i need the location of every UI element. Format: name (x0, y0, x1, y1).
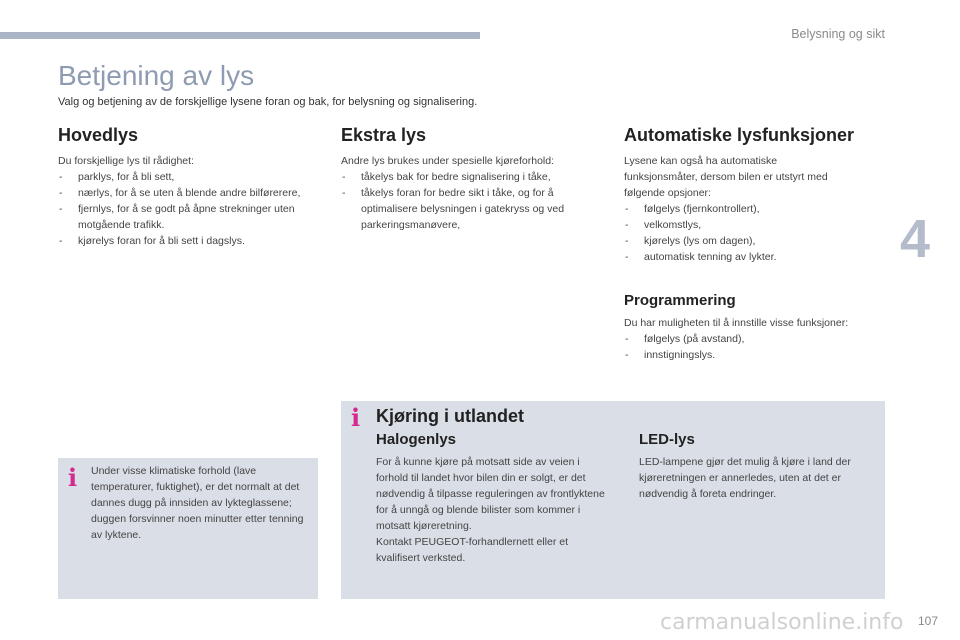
ekstra-lys-list (341, 169, 599, 233)
list-item: - innstigningslys. (624, 347, 849, 363)
automatiske-intro: Lysene kan også ha automatiske funksjonsmåter, dersom bilen er utstyrt med følgende opsjoner: (624, 155, 828, 199)
list-item: - nærlys, for å se uten å blende andre bilførerere, (58, 185, 308, 201)
led-text: LED-lampene gjør det mulig å kjøre i land der kjøreretningen er annerledes, uten at det er nødvendig å foreta endringer. (639, 456, 851, 500)
ekstra-lys-intro: Andre lys brukes under spesielle kjøreforhold: (341, 155, 555, 167)
halogen-text: For å kunne kjøre på motsatt side av veien i forhold til landet hvor bilen din er solgt, er det nødvendig å tilpasse reguleringen av frontlyktene for å unngå og blende bilister som kommer i motsatt kjøreretning. (376, 456, 605, 532)
list-item: - tåkelys foran for bedre sikt i tåke, og for å optimalisere belysningen i gatekryss og ved parkeringsmanøvere, (341, 185, 599, 233)
list-item: - automatisk tenning av lykter. (624, 249, 849, 265)
programmering-intro: Du har muligheten til å innstille visse funksjoner: (624, 317, 849, 329)
ekstra-lys-body (341, 153, 599, 233)
automatiske-heading: Automatiske lysfunksjoner (624, 125, 855, 145)
list-item: - følgelys (på avstand), (624, 331, 849, 347)
programmering-body (624, 315, 849, 363)
automatiske-list (624, 201, 849, 265)
list-item: - tåkelys bak for bedre signalisering i tåke, (341, 169, 599, 185)
info-icon: i (68, 463, 78, 492)
chapter-number: 4 (900, 209, 931, 269)
hovedlys-heading: Hovedlys (58, 125, 139, 145)
halogen-contact-text: Kontakt PEUGEOT-forhandlernett eller et kvalifisert verksted. (376, 536, 569, 564)
page-title: Betjening av lys (58, 60, 255, 91)
halogen-body (376, 454, 611, 566)
programmering-list (624, 331, 849, 363)
automatiske-body (624, 153, 849, 265)
programmering-heading: Programmering (624, 292, 736, 309)
page-number: 107 (918, 614, 939, 628)
list-item: - parklys, for å bli sett, (58, 169, 308, 185)
list-item: - følgelys (fjernkontrollert), (624, 201, 849, 217)
hovedlys-intro: Du forskjellige lys til rådighet: (58, 155, 194, 167)
driving-abroad-heading: Kjøring i utlandet (376, 406, 524, 426)
led-body (639, 454, 871, 502)
halogen-heading: Halogenlys (376, 431, 457, 448)
section-title: Belysning og sikt (791, 27, 885, 41)
list-item: - kjørelys foran for å bli sett i dagslys. (58, 233, 308, 249)
watermark: carmanualsonline.info (660, 610, 904, 635)
list-item: - kjørelys (lys om dagen), (624, 233, 849, 249)
driving-abroad-box (341, 401, 885, 599)
info-icon: i (351, 403, 361, 432)
led-heading: LED-lys (639, 431, 695, 448)
condensation-note-box (58, 458, 318, 599)
hovedlys-list (58, 169, 308, 249)
list-item: - velkomstlys, (624, 217, 849, 233)
hovedlys-body (58, 153, 308, 249)
condensation-note-text: Under visse klimatiske forhold (lave temperaturer, fuktighet), er det normalt at det dannes dugg på innsiden av lykteglassene; duggen forsvinner noen minutter etter tenning av lyktene. (91, 465, 304, 541)
list-item: - fjernlys, for å se godt på åpne strekninger uten motgående trafikk. (58, 201, 308, 233)
page-subtitle: Valg og betjening av de forskjellige lysene foran og bak, for belysning og signalisering. (58, 96, 478, 108)
ekstra-lys-heading: Ekstra lys (341, 125, 427, 145)
header-accent-bar (0, 32, 480, 39)
